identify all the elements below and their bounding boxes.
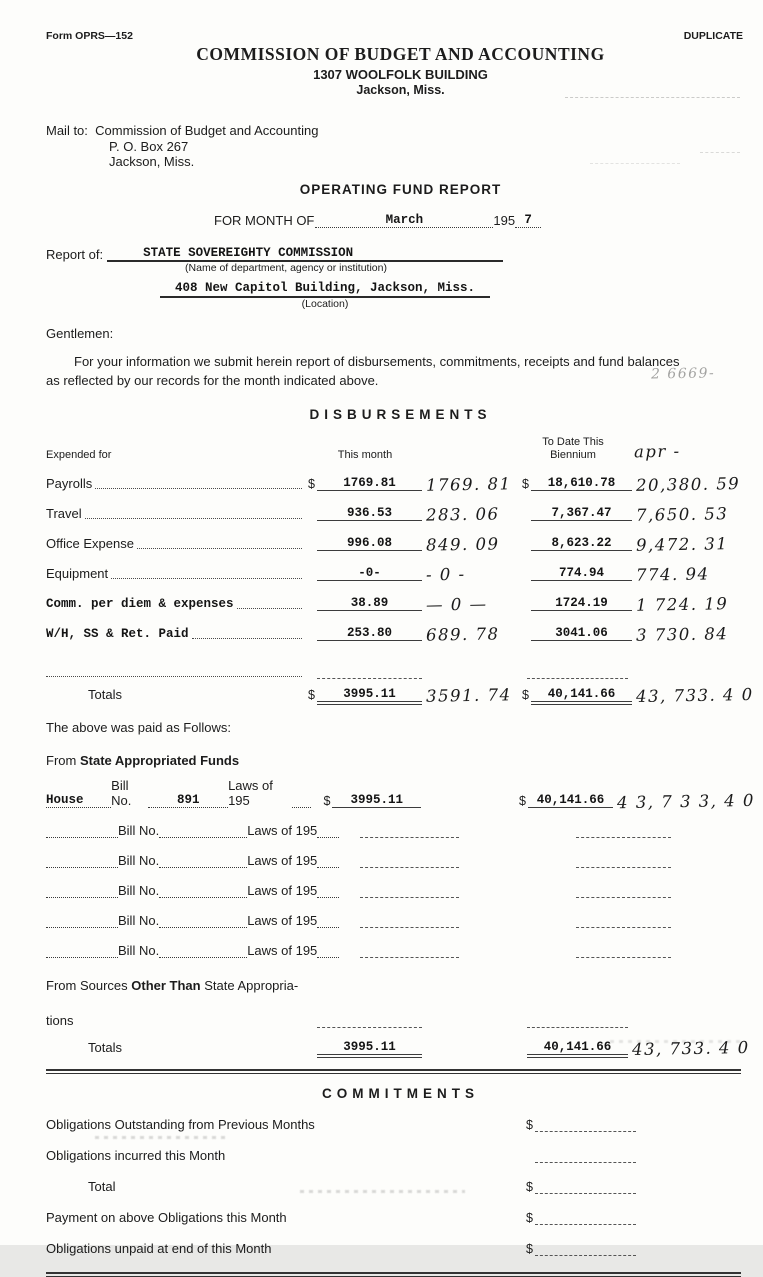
mail-to-label: Mail to: xyxy=(46,122,88,138)
bill-no-field[interactable] xyxy=(159,852,247,868)
year-prefix: 195 xyxy=(493,213,516,229)
year-field[interactable] xyxy=(515,211,541,228)
chamber-value: House xyxy=(46,793,84,808)
amount-field[interactable]: 7,367.47 xyxy=(531,504,632,521)
handwritten-amount: 20,380. 59 xyxy=(635,474,741,496)
amount-field[interactable] xyxy=(535,1209,636,1225)
handwritten-amount: 283. 06 xyxy=(425,504,500,525)
amount-field[interactable]: 1724.19 xyxy=(531,594,632,611)
pencil-note: 2 6669- xyxy=(650,365,716,383)
bill-row-empty: Bill No. Laws of 195 xyxy=(46,848,755,868)
commitment-row-outstanding: Obligations Outstanding from Previous Months $ xyxy=(46,1114,755,1132)
from-state-funds-heading: From State Appropriated Funds xyxy=(46,753,240,769)
month-value: March xyxy=(385,213,424,228)
laws-year-field[interactable] xyxy=(317,882,339,898)
bill-no-field[interactable]: 891 xyxy=(148,791,228,808)
amount-field[interactable] xyxy=(576,882,671,898)
intro-line2: as reflected by our records for the month indicated above. xyxy=(46,373,379,389)
amount-field[interactable] xyxy=(535,1116,636,1132)
disbursement-row-wh-ss-ret: W/H, SS & Ret. Paid 253.80 689. 78 3041.06 3 730. 84 xyxy=(46,624,729,646)
commitment-row-payment: Payment on above Obligations this Month $ xyxy=(46,1207,755,1225)
amount-field[interactable]: 40,141.66 xyxy=(528,791,613,808)
totals-label: Totals xyxy=(88,1040,122,1056)
amount-field[interactable]: 774.94 xyxy=(531,564,632,581)
dollar-sign: $ xyxy=(522,688,529,703)
dollar-sign: $ xyxy=(526,1211,533,1226)
amount-field[interactable] xyxy=(535,1240,636,1256)
amount-field[interactable]: 1769.81 xyxy=(317,474,422,491)
amount-field[interactable]: 996.08 xyxy=(317,534,422,551)
amount-field[interactable] xyxy=(360,942,459,958)
dollar-sign: $ xyxy=(522,477,529,492)
disbursement-row-travel: Travel 936.53 283. 06 7,367.47 7,650. 53 xyxy=(46,504,729,526)
intro-paragraph xyxy=(46,353,755,391)
scan-artifact xyxy=(700,152,740,153)
bill-row-filled xyxy=(46,778,756,813)
bill-no-field[interactable] xyxy=(159,822,247,838)
report-of-label: Report of: xyxy=(46,247,104,263)
disbursements-title: DISBURSEMENTS xyxy=(309,407,492,423)
dollar-sign: $ xyxy=(518,794,526,809)
location-caption: (Location) xyxy=(301,298,349,311)
amount-field[interactable] xyxy=(576,912,671,928)
disbursements-header-row xyxy=(46,436,755,461)
amount-field[interactable] xyxy=(535,1178,636,1194)
month-line xyxy=(214,211,755,228)
amount-field[interactable]: 936.53 xyxy=(317,504,422,521)
col-expended-for: Expended for xyxy=(46,449,112,462)
dollar-sign: $ xyxy=(308,688,315,703)
amount-field[interactable] xyxy=(360,882,459,898)
amount-field[interactable]: -0- xyxy=(317,564,422,581)
total-amount-field[interactable]: 40,141.66 xyxy=(531,685,632,702)
amount-field[interactable]: 18,610.78 xyxy=(531,474,632,491)
paid-as-intro: The above was paid as Follows: xyxy=(46,720,231,736)
year-value: 7 xyxy=(524,213,532,228)
other-sources-line2: tions xyxy=(46,1013,74,1029)
handwritten-amount: 774. 94 xyxy=(635,564,710,585)
handwritten-amount: 9,472. 31 xyxy=(635,534,729,556)
handwritten-amount: 4 3, 7 3 3, 4 0 xyxy=(616,791,756,813)
form-number: Form OPRS—152 xyxy=(46,30,133,42)
agency-name-field[interactable] xyxy=(107,244,503,262)
amount-field[interactable]: 3995.11 xyxy=(332,791,421,808)
handwritten-total: 43, 733. 4 0 xyxy=(635,685,754,707)
bill-row-empty: Bill No. Laws of 195 xyxy=(46,938,755,958)
disbursement-row-payrolls: Payrolls $ 1769.81 1769. 81 $ 18,610.78 20,380. 59 xyxy=(46,474,741,496)
handwritten-total: 3591. 74 xyxy=(425,685,512,707)
duplicate-label: DUPLICATE xyxy=(683,30,743,42)
disbursement-row-office-expense: Office Expense 996.08 849. 09 8,623.22 9,472. 31 xyxy=(46,534,729,556)
commitment-row-total: Total $ xyxy=(46,1176,755,1194)
handwritten-amount: 7,650. 53 xyxy=(635,504,729,526)
agency-name-caption: (Name of department, agency or institution) xyxy=(185,262,387,275)
col-to-date-biennium: To Date This Biennium xyxy=(542,436,604,461)
amount-field[interactable] xyxy=(317,1012,422,1028)
handwritten-amount: 1 724. 19 xyxy=(635,594,729,616)
bill-no-field[interactable] xyxy=(159,912,247,928)
laws-year-field[interactable] xyxy=(317,912,339,928)
disbursements-totals-row xyxy=(46,681,755,707)
scan-artifact xyxy=(565,97,740,98)
location-value: 408 New Capitol Building, Jackson, Miss. xyxy=(174,281,476,296)
commitments-title: COMMITMENTS xyxy=(322,1086,479,1102)
mail-to-line3: Jackson, Miss. xyxy=(109,154,195,170)
laws-year-field[interactable] xyxy=(317,942,339,958)
handwritten-amount: 1769. 81 xyxy=(425,474,512,496)
amount-field[interactable] xyxy=(360,822,459,838)
total-amount-field[interactable]: 3995.11 xyxy=(317,685,422,702)
handwritten-amount: 3 730. 84 xyxy=(635,624,729,646)
bill-no-field[interactable] xyxy=(159,942,247,958)
mail-to-line2: P. O. Box 267 xyxy=(109,138,189,154)
disbursement-row-equipment: Equipment -0- - 0 - 774.94 774. 94 xyxy=(46,564,710,585)
amount-field[interactable] xyxy=(576,822,671,838)
handwritten-amount: 689. 78 xyxy=(425,624,500,645)
bill-no-field[interactable] xyxy=(159,882,247,898)
dollar-sign: $ xyxy=(526,1118,533,1133)
laws-year-field[interactable] xyxy=(292,792,312,808)
total-amount-field[interactable]: 3995.11 xyxy=(317,1038,422,1055)
dollar-sign: $ xyxy=(308,477,315,492)
mail-to-line1: Commission of Budget and Accounting xyxy=(95,122,319,138)
agency-name-value: STATE SOVEREIGHTY COMMISSION xyxy=(143,246,354,261)
bill-row-empty: Bill No. Laws of 195 xyxy=(46,818,755,838)
handwritten-amount: - 0 - xyxy=(425,564,466,585)
paid-as-totals-row xyxy=(46,1034,755,1060)
scan-artifact xyxy=(590,163,680,164)
amount-field[interactable]: 38.89 xyxy=(317,594,422,611)
col-this-month: This month xyxy=(337,449,393,462)
amount-field[interactable] xyxy=(360,852,459,868)
handwritten-column-heading: apr - xyxy=(633,441,681,462)
ghost-text-artifact xyxy=(300,1190,465,1193)
ghost-text-artifact xyxy=(95,1136,225,1139)
section-divider-rule xyxy=(46,1069,741,1074)
amount-field[interactable]: 8,623.22 xyxy=(531,534,632,551)
amount-field[interactable]: 253.80 xyxy=(317,624,422,641)
org-address-line2: Jackson, Miss. xyxy=(356,83,445,98)
amount-field[interactable] xyxy=(535,1147,636,1163)
bill-row-empty: Bill No. Laws of 195 xyxy=(46,878,755,898)
handwritten-total: 43, 733. 4 0 xyxy=(631,1038,750,1060)
month-field[interactable] xyxy=(315,211,493,228)
amount-field[interactable] xyxy=(576,942,671,958)
commitment-row-incurred: Obligations incurred this Month xyxy=(46,1145,755,1163)
bottom-rule xyxy=(46,1272,741,1277)
laws-of-label: Laws of 195 xyxy=(228,778,273,809)
bill-no-label: Bill No. xyxy=(111,778,132,809)
location-field[interactable] xyxy=(160,278,490,298)
dollar-sign: $ xyxy=(526,1242,533,1257)
dollar-sign: $ xyxy=(323,794,331,809)
org-name: COMMISSION OF BUDGET AND ACCOUNTING xyxy=(196,44,605,64)
totals-label: Totals xyxy=(88,687,122,703)
salutation: Gentlemen: xyxy=(46,326,114,342)
other-sources-line2-row xyxy=(46,1007,755,1028)
disbursement-row-comm-per-diem: Comm. per diem & expenses 38.89 — 0 — 1724.19 1 724. 19 xyxy=(46,594,729,616)
handwritten-amount: 849. 09 xyxy=(425,534,500,555)
laws-year-field[interactable] xyxy=(317,852,339,868)
report-title: OPERATING FUND REPORT xyxy=(299,182,502,198)
commitment-row-unpaid: Obligations unpaid at end of this Month $ xyxy=(46,1238,755,1256)
bill-row-empty: Bill No. Laws of 195 xyxy=(46,908,755,928)
month-prefix: FOR MONTH OF xyxy=(214,213,315,229)
amount-field[interactable] xyxy=(360,912,459,928)
total-amount-field[interactable]: 40,141.66 xyxy=(527,1038,628,1055)
intro-line1: For your information we submit herein report of disbursements, commitments, receipts and fund balances xyxy=(74,354,680,370)
amount-field[interactable]: 3041.06 xyxy=(531,624,632,641)
amount-field[interactable] xyxy=(527,1012,628,1028)
amount-field[interactable] xyxy=(576,852,671,868)
org-address-line1: 1307 WOOLFOLK BUILDING xyxy=(313,66,488,82)
handwritten-amount: — 0 — xyxy=(425,594,488,615)
other-sources-heading: From Sources Other Than State Appropria- xyxy=(46,978,299,994)
totals-overline-row xyxy=(46,663,755,679)
laws-year-field[interactable] xyxy=(317,822,339,838)
dollar-sign: $ xyxy=(526,1180,533,1195)
